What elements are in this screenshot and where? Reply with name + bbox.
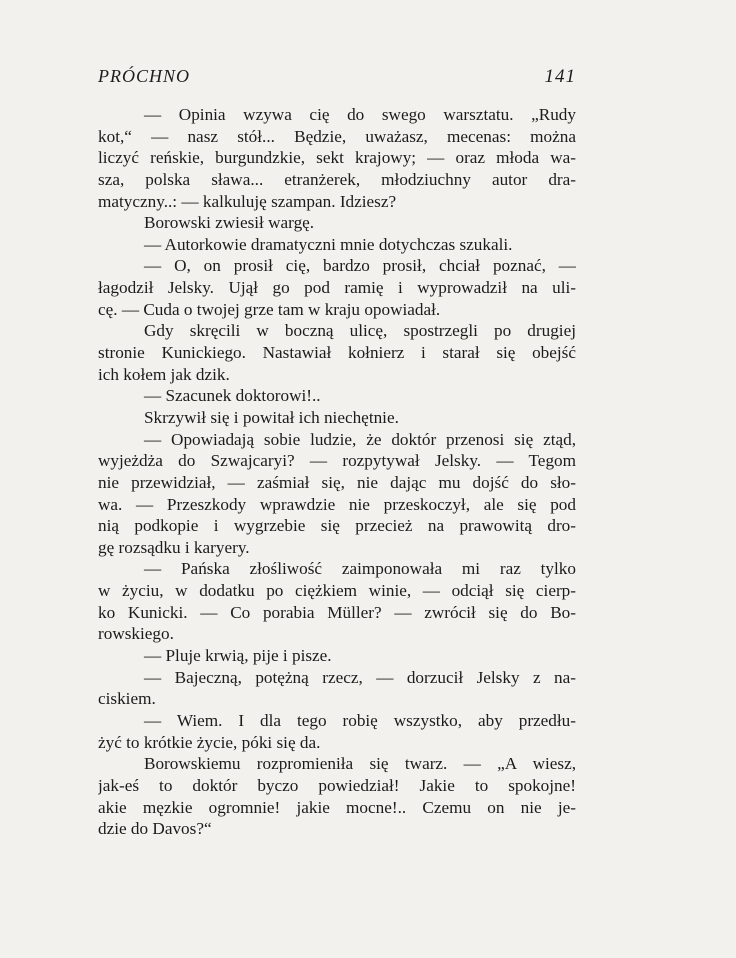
text-line: żyć to krótkie życie, póki się da. xyxy=(98,732,321,752)
text-line: — Opowiadają sobie ludzie, że doktór przenosi się ztąd, xyxy=(144,429,576,449)
text-line: gę rozsądku i karyery. xyxy=(98,537,250,557)
text-line: nie przewidział, — zaśmiał się, nie dając mu dojść do sło- xyxy=(98,472,576,492)
text-line: stronie Kunickiego. Nastawiał kołnierz i starał się obejść xyxy=(98,343,576,363)
text-line: jak-eś to doktór byczo powiedział! Jakie to spokojne! xyxy=(98,775,576,795)
text-line: — O, on prosił cię, bardzo prosił, chciał poznać, — xyxy=(144,256,576,276)
text-line: Skrzywił się i powitał ich niechętnie. xyxy=(144,407,399,427)
text-line: — Pluje krwią, pije i pisze. xyxy=(144,646,332,666)
text-line: łagodził Jelsky. Ujął go pod ramię i wyprowadził na uli- xyxy=(98,278,576,298)
text-line: — Wiem. I dla tego robię wszystko, aby przedłu- xyxy=(144,710,576,730)
text-line: Borowskiemu rozpromieniła się twarz. — „A wiesz, xyxy=(144,754,576,774)
text-line: wyjeżdża do Szwajcaryi? — rozpytywał Jelsky. — Tegom xyxy=(98,451,576,471)
text-line: ko Kunicki. — Co porabia Müller? — zwrócił się do Bo- xyxy=(98,602,576,622)
running-head xyxy=(98,66,576,92)
running-title: PRÓCHNO xyxy=(98,66,190,86)
text-line: liczyć reńskie, burgundzkie, sekt krajowy; — oraz młoda wa- xyxy=(98,148,576,168)
text-line: rowskiego. xyxy=(98,624,174,644)
text-line: akie męzkie ogromnie! jakie mocne!.. Czemu on nie je- xyxy=(98,797,576,817)
text-line: — Pańska złośliwość zaimponowała mi raz tylko xyxy=(144,559,576,579)
text-line: — Opinia wzywa cię do swego warsztatu. „Rudy xyxy=(144,105,576,124)
page-number: 141 xyxy=(544,66,576,87)
text-line: Gdy skręcili w boczną ulicę, spostrzegli po drugiej xyxy=(144,321,576,341)
text-line: — Autorkowie dramatyczni mnie dotychczas szukali. xyxy=(144,234,513,254)
text-line: dzie do Davos?“ xyxy=(98,819,212,839)
text-line: cę. — Cuda o twojej grze tam w kraju opowiadał. xyxy=(98,299,441,319)
text-line: nią podkopie i wygrzebie się przecież na prawowitą dro- xyxy=(98,516,576,536)
text-line: — Szacunek doktorowi!.. xyxy=(144,386,321,406)
text-line: kot,“ — nasz stół... Będzie, uważasz, mecenas: można xyxy=(98,126,576,146)
body-text xyxy=(98,104,576,840)
text-line: ich kołem jak dzik. xyxy=(98,364,230,384)
text-line: ciskiem. xyxy=(98,689,156,709)
text-line: wa. — Przeszkody wprawdzie nie przeskoczył, ale się pod xyxy=(98,494,576,514)
text-line: matyczny..: — kalkuluję szampan. Idziesz? xyxy=(98,191,397,211)
text-line: sza, polska sława... etranżerek, młodziuchny autor dra- xyxy=(98,169,576,189)
text-line: — Bajeczną, potężną rzecz, — dorzucił Jelsky z na- xyxy=(144,667,576,687)
text-line: Borowski zwiesił wargę. xyxy=(144,213,315,233)
text-line: w życiu, w dodatku po ciężkiem winie, — odciął się cierp- xyxy=(98,581,576,601)
